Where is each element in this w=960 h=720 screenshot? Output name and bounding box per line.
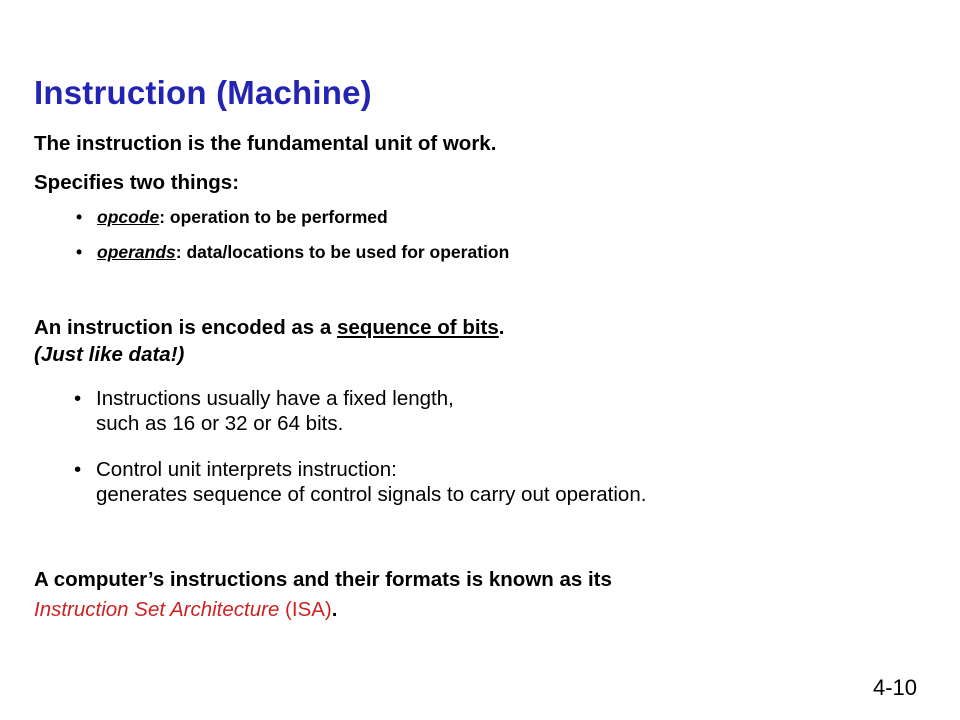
specifies-text: Specifies two things:	[34, 171, 240, 194]
bullet: •	[76, 207, 83, 227]
spec-desc: : operation to be performed	[159, 207, 388, 227]
isa-end: .	[331, 598, 338, 621]
encoded-text	[34, 315, 504, 340]
detail-line1: Instructions usually have a fixed length,	[96, 387, 454, 410]
spec-term: operands	[97, 242, 176, 262]
isa-text: A computer’s instructions and their formats is known as its	[34, 568, 612, 591]
page-number: 4-10	[873, 675, 918, 700]
detail-line1: Control unit interprets instruction:	[96, 458, 397, 481]
spec-desc: : data/locations to be used for operation	[175, 242, 510, 262]
isa-abbr: (ISA)	[279, 598, 332, 621]
bullet: •	[76, 242, 83, 262]
isa-term: Instruction Set Architecture	[34, 598, 280, 621]
detail-line2: such as 16 or 32 or 64 bits.	[96, 412, 344, 435]
encoded-after: .	[498, 316, 505, 339]
detail-item-control	[74, 457, 646, 507]
detail-item-length	[74, 386, 454, 436]
encoded-note: (Just like data!)	[34, 343, 185, 366]
slide-title: Instruction (Machine)	[34, 74, 372, 111]
encoded-before: An instruction is encoded as a	[34, 316, 338, 339]
isa-definition	[34, 597, 337, 622]
spec-item-opcode	[76, 206, 388, 228]
spec-item-operands	[76, 241, 509, 263]
detail-line2: generates sequence of control signals to carry out operation.	[96, 483, 647, 506]
spec-term: opcode	[97, 207, 160, 227]
bullet: •	[74, 458, 82, 481]
bullet: •	[74, 387, 82, 410]
encoded-underline: sequence of bits	[337, 316, 499, 339]
intro-text: The instruction is the fundamental unit of work.	[34, 132, 497, 155]
